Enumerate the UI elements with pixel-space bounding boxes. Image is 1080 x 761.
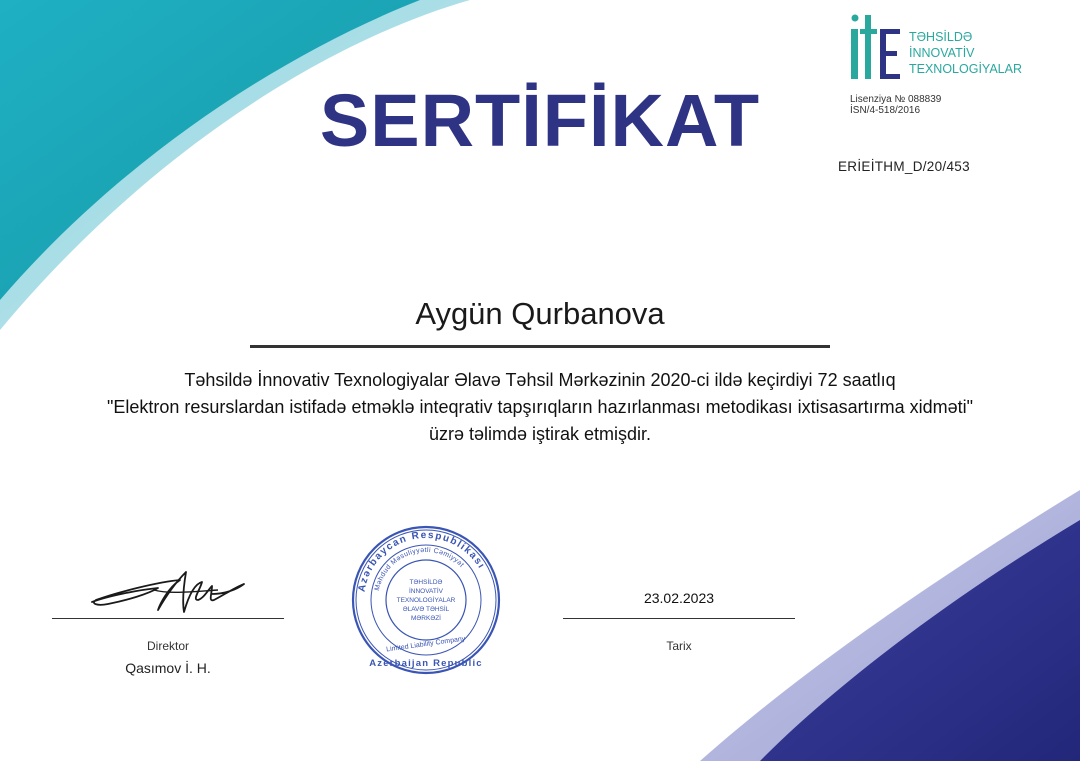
isn-number: İSN/4-518/2016: [850, 105, 921, 116]
certificate-title: [0, 78, 1080, 163]
official-seal-stamp: [350, 524, 502, 676]
svg-text:TEXNOLOGİYALAR: TEXNOLOGİYALAR: [396, 597, 456, 604]
license-number: Lisenziya № 088839: [850, 94, 942, 105]
issue-date: 23.02.2023: [643, 590, 715, 606]
recipient-name: Aygün Qurbanova: [415, 296, 665, 331]
body-line-3: üzrə təlimdə iştirak etmişdir.: [428, 424, 652, 444]
director-label: Direktor: [146, 639, 189, 653]
bottom-right-swoosh: [760, 520, 1080, 761]
svg-text:TƏHSİLDƏ: TƏHSİLDƏ: [409, 579, 443, 586]
logo-wordmark: [909, 29, 1022, 77]
recipient-underline: [250, 345, 830, 348]
body-line-1: Təhsildə İnnovativ Texnologiyalar Əlavə Təhsil Mərkəzinin 2020-ci ildə keçirdiyi 72 saatlıq: [184, 370, 896, 390]
svg-text:Azərbaycan Respublikası: Azərbaycan Respublikası: [356, 529, 488, 593]
svg-text:MƏRKƏZİ: MƏRKƏZİ: [410, 615, 442, 622]
svg-text:Limited Liability Company: Limited Liability Company: [385, 635, 466, 654]
signature-line: [52, 618, 284, 619]
logo-line-3: TEXNOLOGİYALAR: [909, 62, 1022, 76]
svg-text:Məhdud Məsuliyyətli Cəmiyyət: Məhdud Məsuliyyətli Cəmiyyət: [373, 546, 465, 592]
svg-text:İNNOVATİV: İNNOVATİV: [408, 588, 444, 595]
certificate-body: [0, 367, 1080, 448]
svg-text:ƏLAVƏ TƏHSİL: ƏLAVƏ TƏHSİL: [402, 606, 450, 613]
logo-line-1: TƏHSİLDƏ: [909, 30, 973, 44]
certificate-code: ERİEİTHM_D/20/453: [838, 159, 970, 174]
director-name: Qasımov İ. H.: [125, 660, 211, 676]
date-label: Tarix: [666, 639, 692, 653]
date-line: [563, 618, 795, 619]
certificate-title-text: SERTİFİKAT: [319, 79, 761, 162]
svg-text:Azerbaijan Republic: Azerbaijan Republic: [369, 658, 483, 669]
logo-line-2: İNNOVATİV: [909, 46, 975, 60]
body-line-2: "Elektron resurslardan istifadə etməklə inteqrativ tapşırıqların hazırlanması metodikası ixtisasartırma xidməti": [106, 397, 974, 417]
director-signature: [88, 560, 248, 618]
